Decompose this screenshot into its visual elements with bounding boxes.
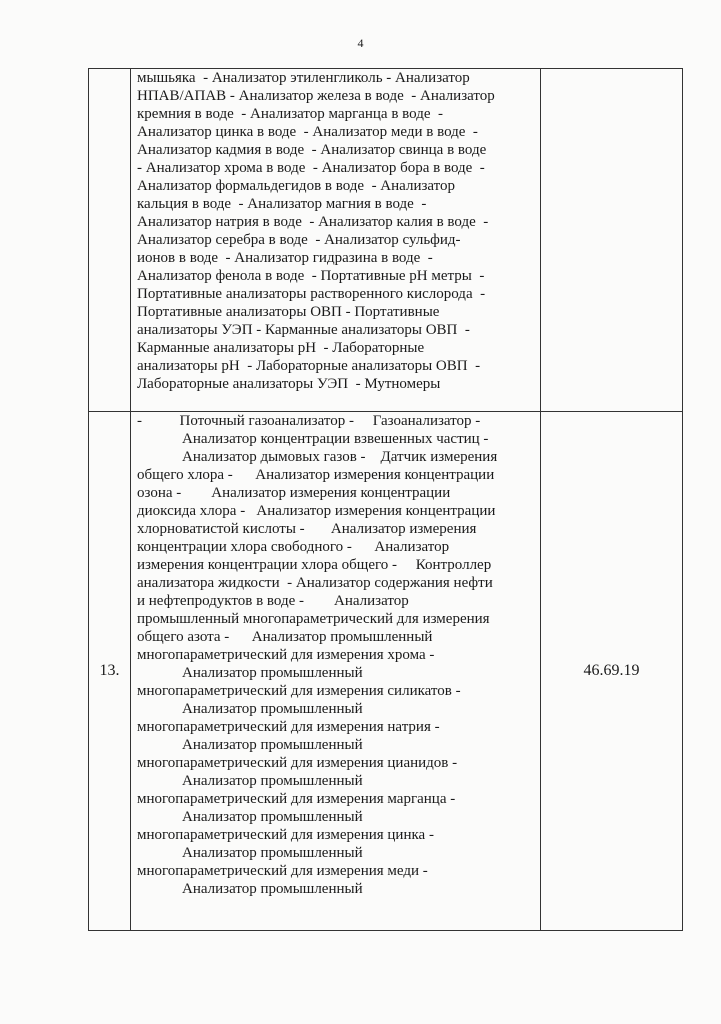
- text-line: Анализатор промышленный: [137, 737, 363, 753]
- text-line: кремния в воде - Анализатор марганца в воде -: [137, 106, 444, 122]
- text-line: Лабораторные анализаторы УЭП - Мутномеры: [137, 376, 441, 392]
- text-line: Анализатор дымовых газов - Датчик измерения: [137, 449, 498, 465]
- text-line: анализаторы pH - Лабораторные анализаторы ОВП -: [137, 358, 481, 374]
- text-line: Анализатор промышленный: [137, 845, 363, 861]
- text-line: Анализатор промышленный: [137, 665, 363, 681]
- text-line: хлорноватистой кислоты - Анализатор измерения: [137, 521, 477, 537]
- text-line: Портативные анализаторы растворенного кислорода -: [137, 286, 486, 302]
- table-row: [89, 69, 683, 412]
- text-line: анализаторы УЭП - Карманные анализаторы ОВП -: [137, 322, 470, 338]
- text-line: мышьяка - Анализатор этиленгликоль - Анализатор: [137, 70, 470, 86]
- text-line: Портативные анализаторы ОВП - Портативные: [137, 304, 440, 320]
- text-line: Анализатор промышленный: [137, 773, 363, 789]
- text-line: многопараметрический для измерения хрома -: [137, 647, 435, 663]
- text-line: многопараметрический для измерения силикатов -: [137, 683, 461, 699]
- table-row: [89, 412, 683, 931]
- text-line: Анализатор формальдегидов в воде - Анализатор: [137, 178, 456, 194]
- text-line: многопараметрический для измерения цианидов -: [137, 755, 458, 771]
- text-line: Анализатор натрия в воде - Анализатор калия в воде -: [137, 214, 489, 230]
- text-line: диоксида хлора - Анализатор измерения концентрации: [137, 503, 496, 519]
- text-line: Анализатор серебра в воде - Анализатор сульфид-: [137, 232, 461, 248]
- row-code: 46.69.19: [541, 412, 683, 931]
- text-line: ионов в воде - Анализатор гидразина в воде -: [137, 250, 433, 266]
- text-line: общего азота - Анализатор промышленный: [137, 629, 433, 645]
- text-line: анализатора жидкости - Анализатор содержания нефти: [137, 575, 493, 591]
- text-line: многопараметрический для измерения цинка -: [137, 827, 434, 843]
- text-line: Анализатор концентрации взвешенных частиц -: [137, 431, 489, 447]
- text-line: и нефтепродуктов в воде - Анализатор: [137, 593, 409, 609]
- text-line: измерения концентрации хлора общего - Контроллер: [137, 557, 492, 573]
- text-line: - Поточный газоанализатор - Газоанализатор -: [137, 413, 481, 429]
- text-line: озона - Анализатор измерения концентрации: [137, 485, 451, 501]
- text-line: многопараметрический для измерения натрия -: [137, 719, 440, 735]
- text-line: - Анализатор хрома в воде - Анализатор бора в воде -: [137, 160, 485, 176]
- row-description: [131, 69, 541, 412]
- text-line: НПАВ/АПАВ - Анализатор железа в воде - Анализатор: [137, 88, 495, 104]
- text-line: многопараметрический для измерения меди -: [137, 863, 428, 879]
- text-line: Анализатор промышленный: [137, 701, 363, 717]
- text-line: Анализатор цинка в воде - Анализатор меди в воде -: [137, 124, 478, 140]
- row-code: [541, 69, 683, 412]
- text-line: Анализатор кадмия в воде - Анализатор свинца в воде: [137, 142, 487, 158]
- text-line: Карманные анализаторы pH - Лабораторные: [137, 340, 425, 356]
- text-line: Анализатор промышленный: [137, 809, 363, 825]
- row-number: [89, 69, 131, 412]
- text-line: Анализатор фенола в воде - Портативные pH метры -: [137, 268, 485, 284]
- text-line: многопараметрический для измерения марганца -: [137, 791, 456, 807]
- document-table: [88, 68, 683, 931]
- text-line: промышленный многопараметрический для измерения: [137, 611, 490, 627]
- text-line: общего хлора - Анализатор измерения концентрации: [137, 467, 495, 483]
- text-line: Анализатор промышленный: [137, 881, 363, 897]
- row-description: [131, 412, 541, 931]
- text-line: концентрации хлора свободного - Анализатор: [137, 539, 450, 555]
- row-number: 13.: [89, 412, 131, 931]
- text-line: кальция в воде - Анализатор магния в воде -: [137, 196, 427, 212]
- page-number: 4: [357, 36, 364, 50]
